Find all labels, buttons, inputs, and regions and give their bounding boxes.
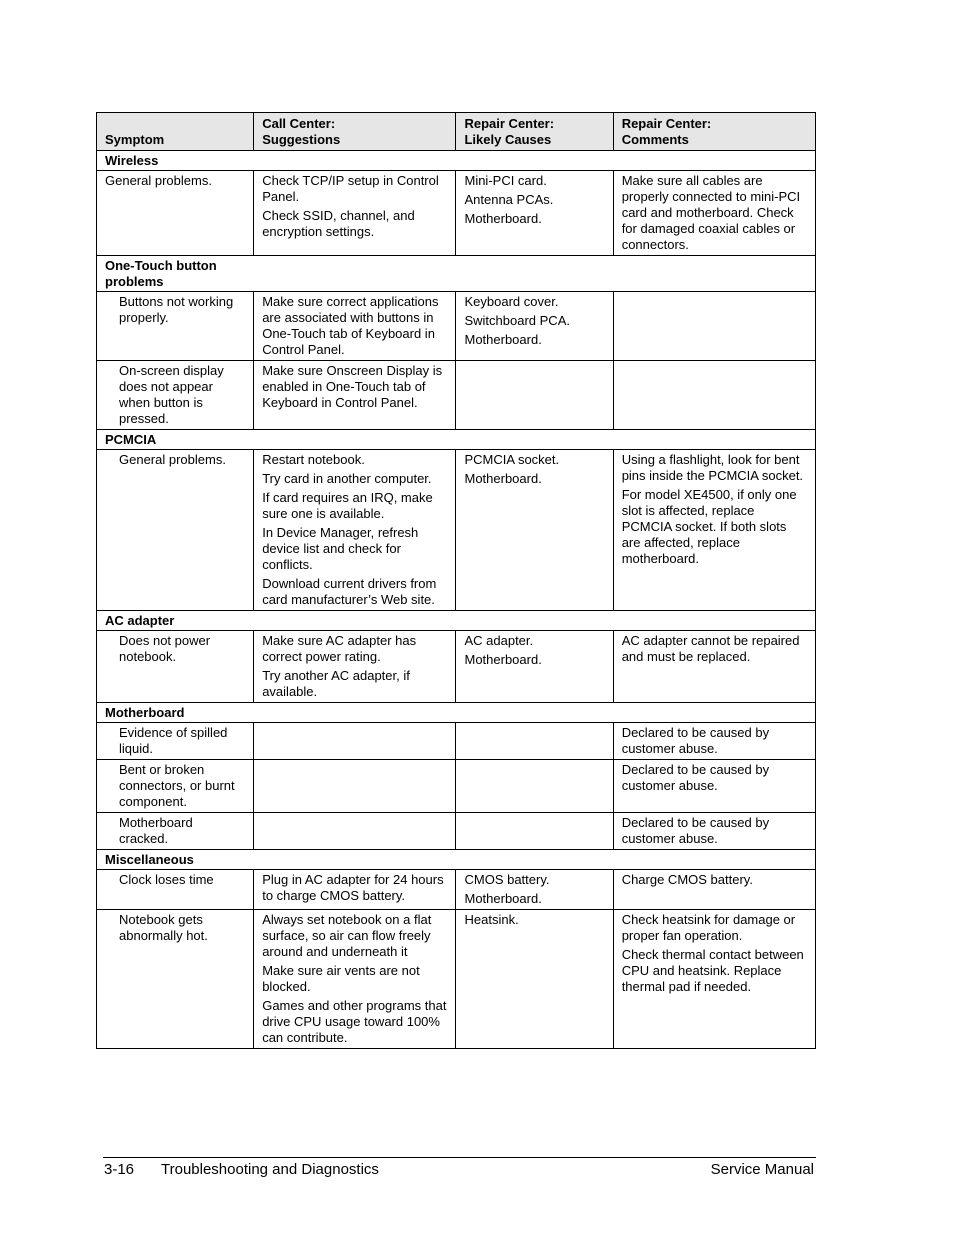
- footer-page-number: 3-16: [104, 1161, 135, 1178]
- header-symptom: [97, 113, 254, 151]
- comments-cell: [613, 292, 815, 361]
- cause-text: AC adapter.: [464, 633, 534, 648]
- cause-text: CMOS battery.: [464, 872, 550, 887]
- suggestion-text: Check TCP/IP setup in Control Panel.: [262, 173, 439, 204]
- symptom-cell: Bent or broken connectors, or burnt component.: [97, 760, 254, 813]
- section-title: PCMCIA: [97, 430, 816, 450]
- comments-cell: [613, 361, 815, 430]
- section-title: Wireless: [97, 151, 816, 171]
- section-title: [97, 256, 816, 292]
- header-likely-causes-line1: Repair Center:: [464, 116, 555, 131]
- symptom-cell: Notebook gets abnormally hot.: [97, 910, 254, 1049]
- table-row: [97, 813, 816, 850]
- symptom-cell: Motherboard cracked.: [97, 813, 254, 850]
- suggestion-text: Make sure AC adapter has correct power rating.: [262, 633, 417, 664]
- suggestion-text: Try card in another computer.: [262, 471, 432, 486]
- comments-cell: [613, 723, 815, 760]
- section-row: [97, 430, 816, 450]
- footer-chapter-title: Troubleshooting and Diagnostics: [161, 1161, 379, 1178]
- causes-cell: [456, 910, 613, 1049]
- suggestions-cell: [254, 723, 456, 760]
- suggestions-cell: [254, 450, 456, 611]
- symptom-cell: Does not power notebook.: [97, 631, 254, 703]
- cause-text: Motherboard.: [464, 652, 542, 667]
- section-row: [97, 611, 816, 631]
- section-row: [97, 850, 816, 870]
- comments-cell: [613, 760, 815, 813]
- symptom-cell: Buttons not working properly.: [97, 292, 254, 361]
- comment-text: Make sure all cables are properly connected to mini-PCI card and motherboard. Check for damaged coaxial cables or connectors.: [621, 173, 801, 252]
- suggestion-text: If card requires an IRQ, make sure one is available.: [262, 490, 433, 521]
- header-likely-causes-line2: Likely Causes: [464, 132, 552, 147]
- comments-cell: [613, 631, 815, 703]
- comments-cell: [613, 171, 815, 256]
- suggestion-text: Restart notebook.: [262, 452, 365, 467]
- causes-cell: [456, 631, 613, 703]
- table-row: [97, 723, 816, 760]
- header-symptom-label: Symptom: [105, 132, 165, 147]
- table-row: [97, 631, 816, 703]
- comment-text: AC adapter cannot be repaired and must be replaced.: [621, 633, 800, 664]
- section-title: AC adapter: [97, 611, 816, 631]
- causes-cell: [456, 292, 613, 361]
- comment-text: Declared to be caused by customer abuse.: [621, 725, 770, 756]
- section-title-text: One-Touch button problems: [105, 258, 217, 289]
- header-likely-causes: [456, 113, 613, 151]
- comment-text: Using a flashlight, look for bent pins inside the PCMCIA socket.: [621, 452, 804, 483]
- table-row: [97, 870, 816, 910]
- suggestions-cell: [254, 631, 456, 703]
- causes-cell: [456, 450, 613, 611]
- table-row: [97, 171, 816, 256]
- suggestions-cell: [254, 361, 456, 430]
- symptom-cell: Clock loses time: [97, 870, 254, 910]
- cause-text: Keyboard cover.: [464, 294, 559, 309]
- comment-text: For model XE4500, if only one slot is affected, replace PCMCIA socket. If both slots are affected, replace motherboard.: [621, 487, 797, 566]
- header-comments-line2: Comments: [621, 132, 689, 147]
- header-comments: [613, 113, 815, 151]
- suggestion-text: In Device Manager, refresh device list and check for conflicts.: [262, 525, 419, 572]
- suggestion-text: Plug in AC adapter for 24 hours to charge CMOS battery.: [262, 872, 444, 903]
- comment-text: Check thermal contact between CPU and heatsink. Replace thermal pad if needed.: [621, 947, 804, 994]
- troubleshooting-table: [96, 112, 816, 1049]
- causes-cell: [456, 723, 613, 760]
- symptom-cell: General problems.: [97, 450, 254, 611]
- comments-cell: [613, 910, 815, 1049]
- footer-rule: [103, 1157, 816, 1158]
- suggestion-text: Download current drivers from card manufacturer’s Web site.: [262, 576, 437, 607]
- section-title: Miscellaneous: [97, 850, 816, 870]
- symptom-cell: General problems.: [97, 171, 254, 256]
- cause-text: Antenna PCAs.: [464, 192, 554, 207]
- suggestion-text: Always set notebook on a flat surface, so air can flow freely around and underneath it: [262, 912, 432, 959]
- cause-text: Motherboard.: [464, 211, 542, 226]
- suggestion-text: Check SSID, channel, and encryption settings.: [262, 208, 415, 239]
- cause-text: PCMCIA socket.: [464, 452, 560, 467]
- table-row: [97, 910, 816, 1049]
- comments-cell: [613, 450, 815, 611]
- symptom-cell: Evidence of spilled liquid.: [97, 723, 254, 760]
- suggestion-text: Make sure correct applications are associated with buttons in One-Touch tab of Keyboard in Control Panel.: [262, 294, 439, 357]
- symptom-cell: On-screen display does not appear when button is pressed.: [97, 361, 254, 430]
- causes-cell: [456, 813, 613, 850]
- section-row: [97, 151, 816, 171]
- suggestion-text: Make sure air vents are not blocked.: [262, 963, 420, 994]
- cause-text: Heatsink.: [464, 912, 519, 927]
- suggestion-text: Games and other programs that drive CPU usage toward 100% can contribute.: [262, 998, 447, 1045]
- comments-cell: [613, 870, 815, 910]
- suggestions-cell: [254, 910, 456, 1049]
- table-row: [97, 292, 816, 361]
- table-row: [97, 760, 816, 813]
- table-row: [97, 450, 816, 611]
- suggestion-text: Make sure Onscreen Display is enabled in One-Touch tab of Keyboard in Control Panel.: [262, 363, 443, 410]
- causes-cell: [456, 361, 613, 430]
- causes-cell: [456, 760, 613, 813]
- comment-text: Declared to be caused by customer abuse.: [621, 762, 770, 793]
- comment-text: Declared to be caused by customer abuse.: [621, 815, 770, 846]
- suggestions-cell: [254, 813, 456, 850]
- causes-cell: [456, 870, 613, 910]
- suggestion-text: Try another AC adapter, if available.: [262, 668, 410, 699]
- table-header-row: [97, 113, 816, 151]
- causes-cell: [456, 171, 613, 256]
- table-row: [97, 361, 816, 430]
- suggestions-cell: [254, 760, 456, 813]
- cause-text: Mini-PCI card.: [464, 173, 547, 188]
- cause-text: Motherboard.: [464, 891, 542, 906]
- comments-cell: [613, 813, 815, 850]
- comment-text: Charge CMOS battery.: [621, 872, 753, 887]
- cause-text: Switchboard PCA.: [464, 313, 570, 328]
- section-row: [97, 703, 816, 723]
- section-row: [97, 256, 816, 292]
- section-title: Motherboard: [97, 703, 816, 723]
- header-comments-line1: Repair Center:: [621, 116, 712, 131]
- cause-text: Motherboard.: [464, 471, 542, 486]
- header-call-center-line2: Suggestions: [262, 132, 341, 147]
- cause-text: Motherboard.: [464, 332, 542, 347]
- suggestions-cell: [254, 292, 456, 361]
- suggestions-cell: [254, 870, 456, 910]
- header-call-center-line1: Call Center:: [262, 116, 336, 131]
- footer-manual-title: Service Manual: [710, 1161, 814, 1178]
- suggestions-cell: [254, 171, 456, 256]
- table-body: [97, 151, 816, 1049]
- comment-text: Check heatsink for damage or proper fan operation.: [621, 912, 796, 943]
- header-call-center: [254, 113, 456, 151]
